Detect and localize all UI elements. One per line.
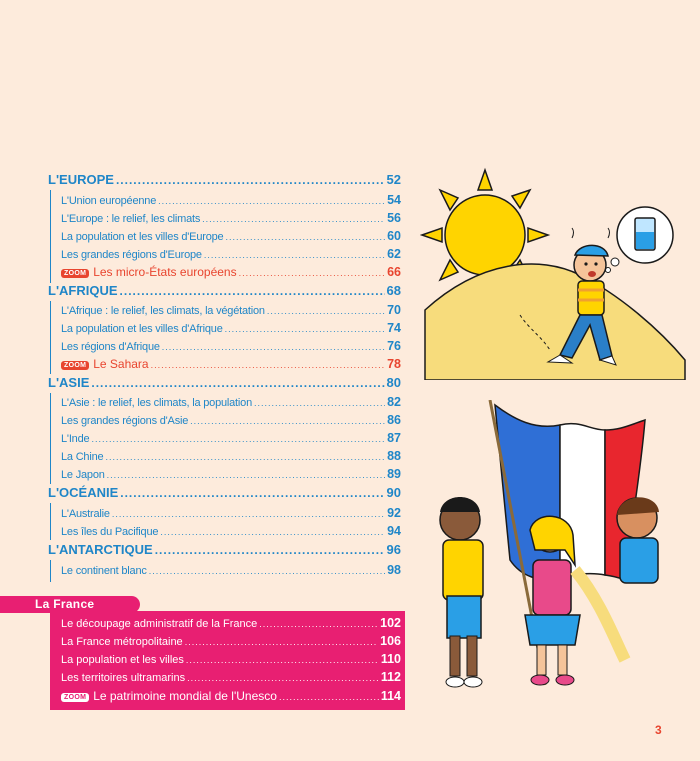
item-title: L'Australie bbox=[61, 508, 110, 520]
section-title: L'ANTARCTIQUE bbox=[48, 542, 153, 557]
page-ref: 74 bbox=[387, 321, 401, 335]
toc-section-asie[interactable] bbox=[48, 375, 401, 390]
section-rule bbox=[50, 393, 51, 484]
zoom-badge: ZOOM bbox=[61, 361, 89, 370]
item-title: Les grandes régions d'Asie bbox=[61, 415, 189, 427]
page-ref: 80 bbox=[386, 375, 401, 390]
page-ref: 86 bbox=[387, 413, 401, 427]
page-ref: 98 bbox=[387, 563, 401, 577]
toc-item[interactable] bbox=[61, 395, 401, 409]
toc-zoom-item[interactable] bbox=[61, 357, 401, 371]
page-number: 3 bbox=[655, 723, 662, 737]
toc-item[interactable] bbox=[61, 563, 401, 577]
page-ref: 88 bbox=[387, 449, 401, 463]
toc-item[interactable] bbox=[61, 303, 401, 317]
toc-item[interactable] bbox=[61, 449, 401, 463]
france-heading-tab bbox=[0, 596, 140, 613]
toc-item[interactable] bbox=[61, 193, 401, 207]
toc-section-antarctique[interactable] bbox=[48, 542, 401, 557]
toc-item[interactable] bbox=[61, 413, 401, 427]
toc-section-oceanie[interactable] bbox=[48, 485, 401, 500]
item-title: Le patrimoine mondial de l'Unesco bbox=[93, 689, 277, 703]
item-title: L'Asie : le relief, les climats, la population bbox=[61, 397, 252, 409]
toc-item[interactable] bbox=[61, 506, 401, 520]
item-title: Les îles du Pacifique bbox=[61, 526, 159, 538]
page-ref: 114 bbox=[380, 689, 401, 703]
toc-item[interactable] bbox=[61, 652, 401, 666]
section-rule bbox=[50, 503, 51, 540]
page-ref: 94 bbox=[387, 524, 401, 538]
page-ref: 62 bbox=[387, 247, 401, 261]
page-ref: 68 bbox=[386, 283, 401, 298]
toc-section-afrique[interactable] bbox=[48, 283, 401, 298]
item-title: Le Sahara bbox=[93, 357, 149, 371]
french-flag-illustration bbox=[425, 400, 695, 700]
toc-item[interactable] bbox=[61, 229, 401, 243]
item-title: Le Japon bbox=[61, 469, 105, 481]
item-title: La France métropolitaine bbox=[61, 636, 183, 648]
page-ref: 112 bbox=[380, 670, 401, 684]
item-title: La Chine bbox=[61, 451, 104, 463]
page-ref: 90 bbox=[386, 485, 401, 500]
toc-item[interactable] bbox=[61, 321, 401, 335]
page-ref: 56 bbox=[387, 211, 401, 225]
page-ref: 92 bbox=[387, 506, 401, 520]
item-title: L'Inde bbox=[61, 433, 90, 445]
section-rule bbox=[50, 560, 51, 582]
item-title: Les territoires ultramarins bbox=[61, 672, 186, 684]
item-title: Les micro-États européens bbox=[93, 265, 237, 279]
toc-item[interactable] bbox=[61, 431, 401, 445]
page-ref: 76 bbox=[387, 339, 401, 353]
item-title: L'Union européenne bbox=[61, 195, 157, 207]
page-ref: 96 bbox=[386, 542, 401, 557]
page-ref: 89 bbox=[387, 467, 401, 481]
toc-section-europe[interactable] bbox=[48, 172, 401, 187]
page-ref: 54 bbox=[387, 193, 401, 207]
toc-item[interactable] bbox=[61, 467, 401, 481]
item-title: Le continent blanc bbox=[61, 565, 147, 577]
france-heading: La France bbox=[35, 597, 95, 611]
toc-item[interactable] bbox=[61, 616, 401, 630]
toc-item[interactable] bbox=[61, 524, 401, 538]
page-ref: 70 bbox=[387, 303, 401, 317]
page-ref: 82 bbox=[387, 395, 401, 409]
item-title: Les régions d'Afrique bbox=[61, 341, 160, 353]
page-ref: 66 bbox=[387, 265, 401, 279]
zoom-badge: ZOOM bbox=[61, 693, 89, 702]
toc-item[interactable] bbox=[61, 211, 401, 225]
section-title: L'AFRIQUE bbox=[48, 283, 118, 298]
toc-zoom-item[interactable] bbox=[61, 689, 401, 703]
section-title: L'OCÉANIE bbox=[48, 485, 119, 500]
toc-item[interactable] bbox=[61, 634, 401, 648]
section-title: L'EUROPE bbox=[48, 172, 114, 187]
page-ref: 102 bbox=[380, 616, 401, 630]
zoom-badge: ZOOM bbox=[61, 269, 89, 278]
page-ref: 87 bbox=[387, 431, 401, 445]
page-ref: 78 bbox=[387, 357, 401, 371]
page-ref: 60 bbox=[387, 229, 401, 243]
item-title: Les grandes régions d'Europe bbox=[61, 249, 202, 261]
section-title: L'ASIE bbox=[48, 375, 90, 390]
toc-item[interactable] bbox=[61, 247, 401, 261]
item-title: L'Europe : le relief, les climats bbox=[61, 213, 201, 225]
section-rule bbox=[50, 190, 51, 283]
item-title: Le découpage administratif de la France bbox=[61, 618, 258, 630]
toc-zoom-item[interactable] bbox=[61, 265, 401, 279]
toc-item[interactable] bbox=[61, 670, 401, 684]
section-rule bbox=[50, 301, 51, 374]
item-title: La population et les villes bbox=[61, 654, 184, 666]
desert-illustration bbox=[420, 160, 690, 380]
item-title: La population et les villes d'Europe bbox=[61, 231, 224, 243]
page-ref: 106 bbox=[380, 634, 401, 648]
item-title: La population et les villes d'Afrique bbox=[61, 323, 223, 335]
toc-item[interactable] bbox=[61, 339, 401, 353]
item-title: L'Afrique : le relief, les climats, la végétation bbox=[61, 305, 265, 317]
page-ref: 110 bbox=[380, 652, 401, 666]
page-ref: 52 bbox=[386, 172, 401, 187]
